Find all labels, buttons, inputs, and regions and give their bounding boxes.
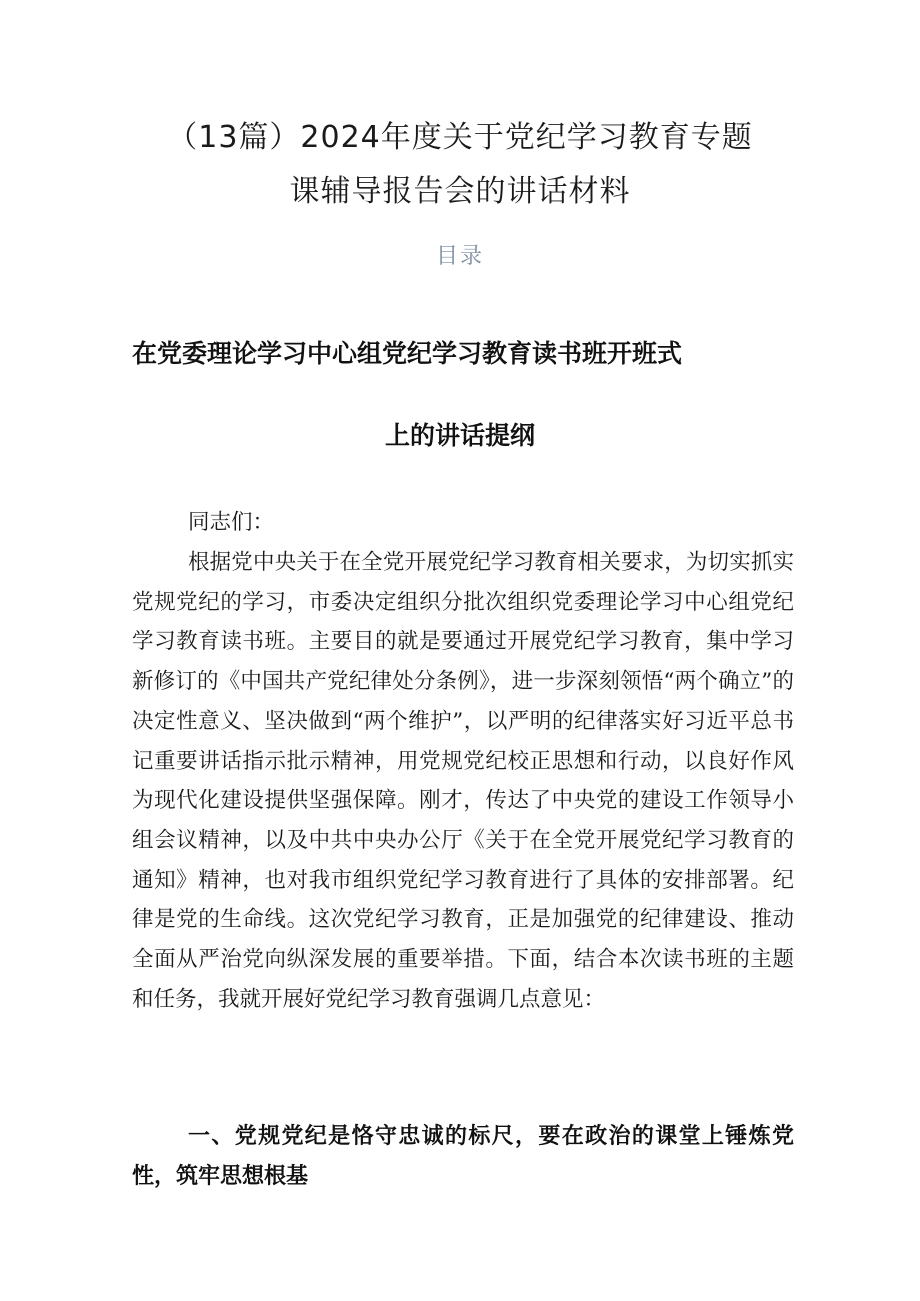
toc-entry-line-2: 上的讲话提纲 bbox=[384, 421, 535, 450]
table-of-contents-label: 目录 bbox=[435, 244, 484, 269]
toc-entry-line-1: 在党委理论学习中心组党纪学习教育读书班开班式 bbox=[132, 339, 683, 368]
salutation: 同志们： bbox=[188, 510, 275, 535]
body-paragraph: 根据党中央关于在全党开展党纪学习教育相关要求，为切实抓实党规党纪的学习，市委决定组织分批次组织党委理论学习中心组党纪学习教育读书班。主要目的就是要通过开展党纪学习教育，集中学习新修订的《中国共产党纪律处分条例》，进一步深刻领悟“两个确立”的决定性意义、坚决做到“两个维护”，以严明的纪律落实好习近平总书记重要讲话指示批示精神，用党规党纪校正思想和行动，以良好作风为现代化建设提供坚强保障。刚才，传达了中央党的建设工作领导小组会议精神，以及中共中央办公厅《关于在全党开展党纪学习教育的通知》精神，也对我市组织党纪学习教育进行了具体的安排部署。纪律是党的生命线。这次党纪学习教育，正是加强党的纪律建设、推动全面从严治党向纵深发展的重要举措。下面，结合本次读书班的主题和任务，我就开展好党纪学习教育强调几点意见： bbox=[132, 550, 794, 1012]
document-title-line-1: （13篇）2024年度关于党纪学习教育专题 bbox=[167, 120, 753, 155]
document-title-line-2: 课辅导报告会的讲话材料 bbox=[289, 174, 631, 209]
section-heading: 一、党规党纪是恪守忠诚的标尺，要在政治的课堂上锤炼党性，筑牢思想根基 bbox=[132, 1124, 794, 1189]
